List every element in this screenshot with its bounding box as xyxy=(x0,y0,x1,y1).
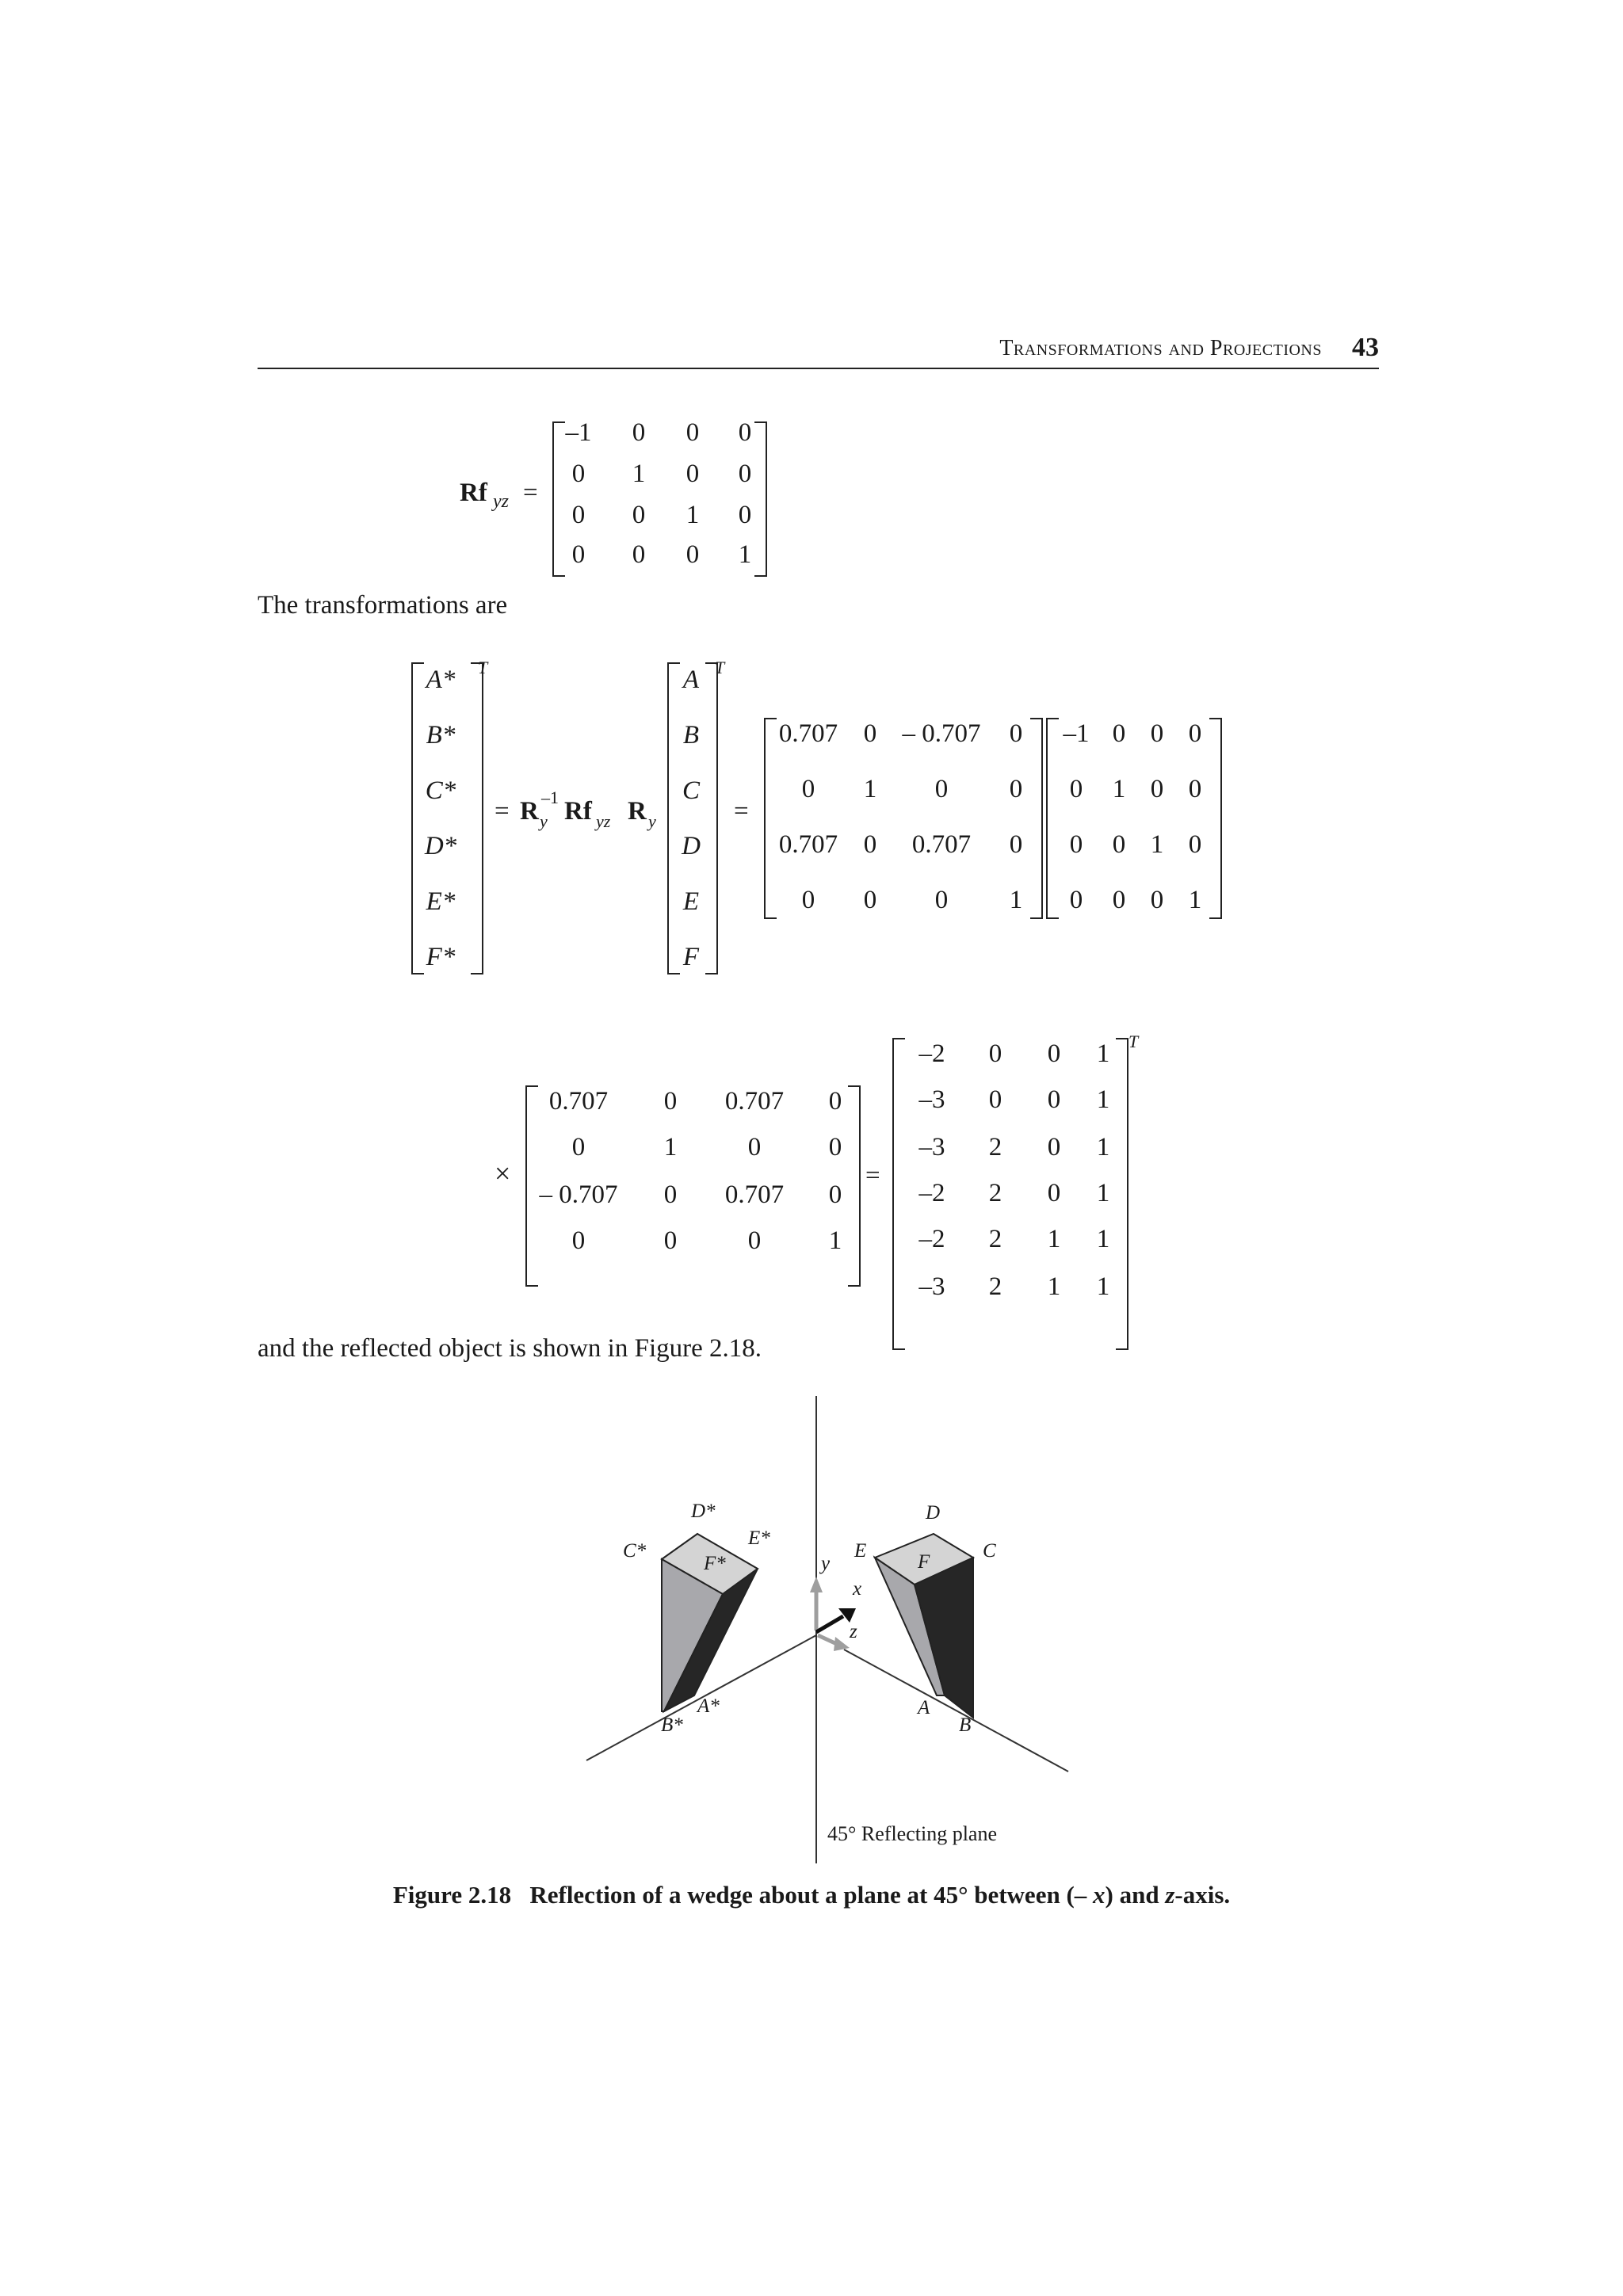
label-c-star: C* xyxy=(623,1540,647,1562)
eq2-mat-a-cell: 1 xyxy=(1009,886,1023,914)
eq2-mat-b-cell: 1 xyxy=(1188,886,1202,914)
eq3-result-cell: 0 xyxy=(988,1039,1002,1068)
eq2-rhs-entry: D xyxy=(682,832,701,860)
eq2-eq2: = xyxy=(734,797,749,826)
page-number: 43 xyxy=(1352,333,1379,362)
eq1-matrix-cell: 1 xyxy=(685,501,700,529)
eq2-mat-a-cell: 0.707 xyxy=(911,830,972,859)
eq3-result-cell: 2 xyxy=(988,1272,1002,1301)
z-axis-arrowhead xyxy=(834,1637,850,1651)
eq1-matrix-cell: 1 xyxy=(738,540,752,569)
eq3-result-cell: 1 xyxy=(1047,1225,1061,1253)
eq1-matrix-cell: 0 xyxy=(571,460,586,488)
eq3-mat-c-cell: 0 xyxy=(663,1226,678,1255)
label-f: F xyxy=(918,1551,930,1573)
eq1-matrix-cell: 0 xyxy=(571,540,586,569)
eq3-mat-c-cell: 1 xyxy=(828,1226,842,1255)
running-title: Transformations and Projections xyxy=(999,336,1322,360)
eq2-mat-a-cell: 0 xyxy=(863,830,877,859)
eq2-mat-b-cell: 0 xyxy=(1150,719,1164,748)
eq3-result-cell: 0 xyxy=(1047,1179,1061,1207)
eq3-result-cell: 1 xyxy=(1047,1272,1061,1301)
eq3-result-cell: 0 xyxy=(1047,1085,1061,1114)
eq2-eq1: = xyxy=(495,797,510,826)
eq2-lhs-entry: F* xyxy=(426,943,456,971)
eq3-result-cell: –2 xyxy=(918,1039,945,1068)
eq1-matrix-cell: 0 xyxy=(685,460,700,488)
eq3-mat-c-cell: 0.707 xyxy=(724,1180,785,1209)
eq1-matrix-cell: 0 xyxy=(632,501,646,529)
label-reflecting-plane: 45° Reflecting plane xyxy=(827,1822,997,1845)
eq3-result-cell: 0 xyxy=(988,1085,1002,1114)
eq2-mat-a-cell: 0 xyxy=(1009,830,1023,859)
caption-text-b: ) and xyxy=(1105,1881,1166,1909)
eq3-result-cell: 1 xyxy=(1096,1085,1110,1114)
eq2-rhs-transpose: T xyxy=(715,658,725,677)
eq3-result-cell: 0 xyxy=(1047,1039,1061,1068)
eq2-mat-a-cell: 0 xyxy=(863,886,877,914)
eq2-mat-b-cell: 0 xyxy=(1150,886,1164,914)
eq3-result-cell: 0 xyxy=(1047,1133,1061,1161)
eq1-matrix-cell: 0 xyxy=(738,501,752,529)
caption-prefix: Figure 2.18 xyxy=(392,1881,512,1909)
label-b: B xyxy=(959,1714,972,1736)
label-a: A xyxy=(918,1697,930,1718)
eq2-op-R-sub: y xyxy=(540,811,548,831)
eq2-op-Rf: Rf xyxy=(564,797,592,826)
eq1-matrix-cell: –1 xyxy=(565,418,592,447)
label-z-axis: z xyxy=(850,1621,857,1642)
eq1-lhs: Rf xyxy=(460,479,487,507)
label-a-star: A* xyxy=(697,1695,720,1717)
eq3-mat-c-cell: 0.707 xyxy=(548,1087,609,1116)
label-c: C xyxy=(983,1540,996,1562)
eq3-result-cell: –3 xyxy=(918,1133,945,1161)
eq1-matrix-cell: 0 xyxy=(571,501,586,529)
label-y-axis: y xyxy=(821,1553,831,1574)
eq2-mat-a-cell: – 0.707 xyxy=(902,719,981,748)
caption-text-c: -axis. xyxy=(1174,1881,1231,1909)
eq2-rhs-entry: F xyxy=(682,943,700,971)
eq2-mat-b-cell: –1 xyxy=(1063,719,1090,748)
label-e-star: E* xyxy=(748,1527,770,1549)
eq2-lhs-entry: A* xyxy=(426,666,456,694)
eq1-matrix-cell: 0 xyxy=(685,540,700,569)
eq3-times: × xyxy=(495,1158,511,1189)
eq3-mat-c-cell: 0 xyxy=(828,1133,842,1161)
eq2-lhs-entry: D* xyxy=(424,832,457,860)
eq1-matrix-cell: 0 xyxy=(685,418,700,447)
eq3-transpose: T xyxy=(1128,1032,1139,1051)
label-x-axis: x xyxy=(853,1578,862,1600)
eq2-mat-b-cell: 1 xyxy=(1112,775,1126,803)
eq1-matrix-cell: 0 xyxy=(632,540,646,569)
eq2-rhs-entry: B xyxy=(682,721,700,749)
eq2-mat-b-cell: 0 xyxy=(1188,775,1202,803)
eq3-result-cell: 1 xyxy=(1096,1179,1110,1207)
label-d-star: D* xyxy=(691,1501,716,1522)
eq2-mat-b-cell: 0 xyxy=(1112,830,1126,859)
eq2-lhs-transpose: T xyxy=(478,658,488,677)
eq3-result-cell: –2 xyxy=(918,1179,945,1207)
eq2-lhs-entry: E* xyxy=(426,887,456,916)
eq3-mat-c-cell: 0 xyxy=(747,1133,762,1161)
eq3-result-cell: 2 xyxy=(988,1225,1002,1253)
eq3-result-cell: 2 xyxy=(988,1179,1002,1207)
eq2-mat-b-cell: 0 xyxy=(1188,830,1202,859)
eq2-rhs-entry: C xyxy=(682,776,701,805)
caption-x: x xyxy=(1093,1881,1106,1909)
eq2-rhs-entry: E xyxy=(682,887,700,916)
caption-text-a: Reflection of a wedge about a plane at 45° between (– xyxy=(529,1881,1094,1909)
label-b-star: B* xyxy=(661,1714,683,1736)
eq1-lhs-sub: yz xyxy=(493,491,509,512)
label-f-star: F* xyxy=(704,1553,726,1574)
eq3-result-cell: 1 xyxy=(1096,1225,1110,1253)
eq2-rhs-entry: A xyxy=(682,666,700,694)
caption-z: z xyxy=(1165,1881,1175,1909)
label-e: E xyxy=(854,1540,867,1562)
eq3-equals: = xyxy=(865,1161,880,1190)
eq2-lhs-entry: B* xyxy=(426,721,456,749)
eq1-matrix-cell: 0 xyxy=(632,418,646,447)
eq3-mat-c-cell: 0 xyxy=(571,1226,586,1255)
text-transformations-are: The transformations are xyxy=(258,591,508,620)
eq2-op-R2-sub: y xyxy=(648,811,656,831)
eq2-mat-b-cell: 1 xyxy=(1150,830,1164,859)
label-d: D xyxy=(926,1502,941,1524)
eq3-result-cell: 2 xyxy=(988,1133,1002,1161)
eq2-mat-a-cell: 0 xyxy=(1009,775,1023,803)
eq2-op-Rf-sub: yz xyxy=(596,811,611,831)
eq2-op-R2: R xyxy=(628,797,647,826)
eq2-mat-a-cell: 0 xyxy=(934,886,949,914)
eq3-result-cell: 1 xyxy=(1096,1272,1110,1301)
eq3-mat-c-cell: 0 xyxy=(571,1133,586,1161)
eq2-mat-b-cell: 0 xyxy=(1150,775,1164,803)
eq3-result-cell: 1 xyxy=(1096,1039,1110,1068)
figure-caption xyxy=(0,1881,1623,1909)
eq3-mat-c-cell: 0 xyxy=(663,1180,678,1209)
eq3-mat-c-cell: – 0.707 xyxy=(539,1180,618,1209)
eq2-mat-a-cell: 0 xyxy=(1009,719,1023,748)
eq2-mat-a-cell: 1 xyxy=(863,775,877,803)
eq2-mat-b-cell: 0 xyxy=(1112,886,1126,914)
eq2-mat-a-cell: 0.707 xyxy=(778,719,838,748)
eq3-result-cell: –3 xyxy=(918,1085,945,1114)
eq3-result-cell: –3 xyxy=(918,1272,945,1301)
eq2-mat-b-cell: 0 xyxy=(1069,775,1083,803)
eq3-result-cell: 1 xyxy=(1096,1133,1110,1161)
x-axis-arrow-shaft xyxy=(816,1616,843,1632)
eq2-mat-a-cell: 0 xyxy=(934,775,949,803)
eq2-mat-a-cell: 0.707 xyxy=(778,830,838,859)
text-reflected-object: and the reflected object is shown in Figure 2.18. xyxy=(258,1334,762,1363)
eq3-result-cell: –2 xyxy=(918,1225,945,1253)
eq3-mat-c-cell: 0 xyxy=(663,1087,678,1116)
eq2-mat-a-cell: 0 xyxy=(863,719,877,748)
y-axis-arrowhead xyxy=(810,1577,823,1592)
eq2-mat-b-cell: 0 xyxy=(1069,886,1083,914)
eq2-lhs-entry: C* xyxy=(425,776,456,805)
eq1-matrix-cell: 0 xyxy=(738,460,752,488)
eq3-mat-c-cell: 0 xyxy=(747,1226,762,1255)
eq2-mat-a-cell: 0 xyxy=(801,886,815,914)
eq2-op-R-sup: –1 xyxy=(541,788,559,807)
eq2-mat-b-cell: 0 xyxy=(1112,719,1126,748)
eq3-mat-c-cell: 0 xyxy=(828,1087,842,1116)
eq3-mat-c-cell: 0 xyxy=(828,1180,842,1209)
eq3-mat-c-cell: 0.707 xyxy=(724,1087,785,1116)
eq2-mat-b-cell: 0 xyxy=(1069,830,1083,859)
eq2-mat-a-cell: 0 xyxy=(801,775,815,803)
eq1-equals: = xyxy=(523,479,538,507)
eq2-op-R: R xyxy=(520,797,539,826)
eq2-mat-b-cell: 0 xyxy=(1188,719,1202,748)
eq1-matrix-cell: 1 xyxy=(632,460,646,488)
eq3-mat-c-cell: 1 xyxy=(663,1133,678,1161)
eq1-matrix-cell: 0 xyxy=(738,418,752,447)
